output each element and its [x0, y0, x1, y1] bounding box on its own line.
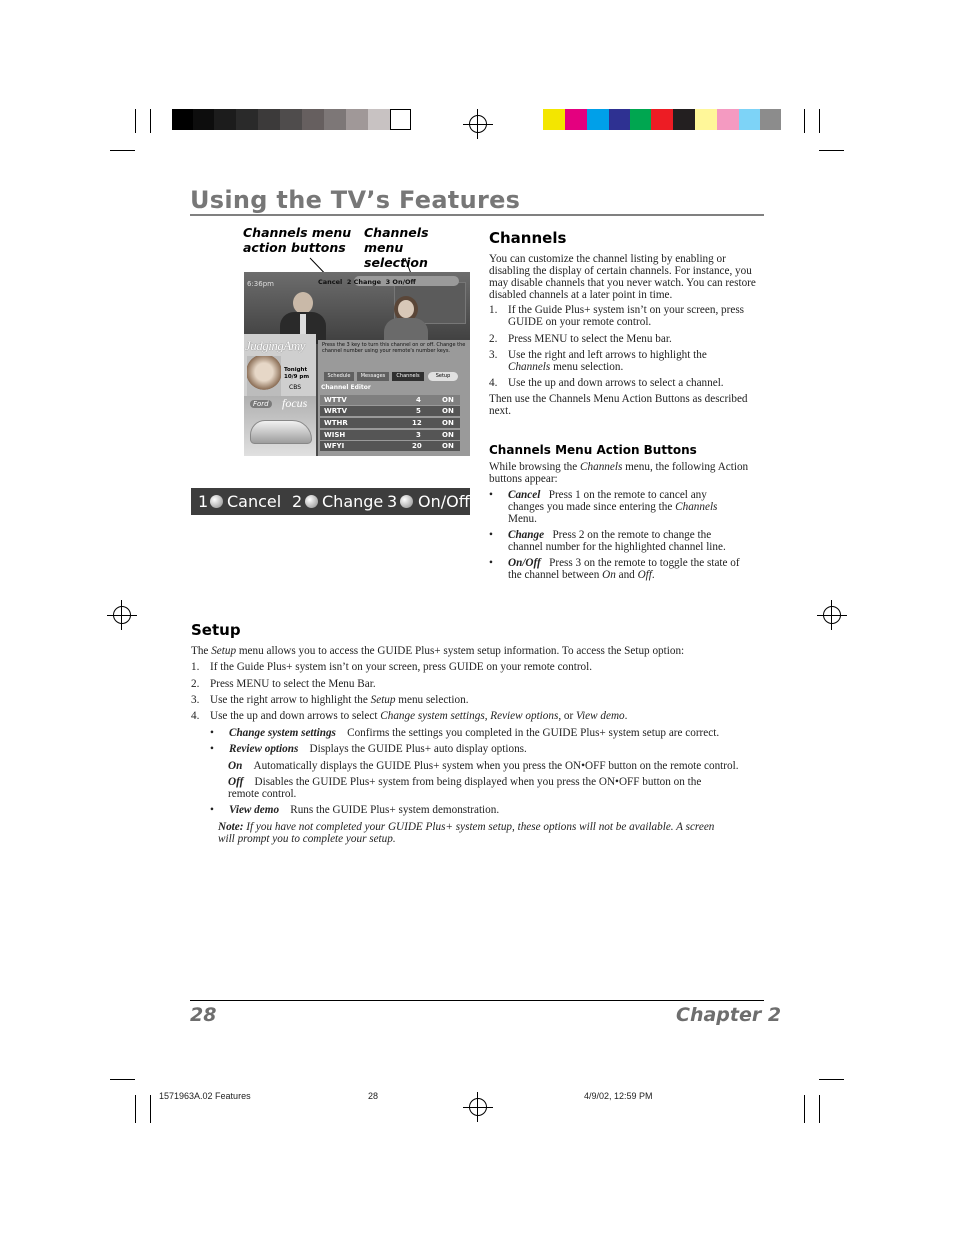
- channels-step-3: 3. Use the right and left arrows to highlight the Channels menu selection.: [489, 349, 707, 373]
- setup-step-4: 4. Use the up and down arrows to select Change system settings, Review options, or View demo.: [191, 710, 628, 722]
- setup-intro: The Setup menu allows you to access the GUIDE Plus+ system setup information. To access the Setup option:: [191, 645, 685, 657]
- on-off-button[interactable]: On/Off: [418, 492, 470, 511]
- tv-screen-screenshot: [244, 272, 470, 456]
- tab-setup[interactable]: Setup: [428, 372, 458, 381]
- button-2-icon: [305, 495, 318, 508]
- show-time: Tonight 10/9 pm: [284, 367, 310, 380]
- page-number: 28: [190, 1004, 217, 1026]
- channel-row[interactable]: WRTV 5 ON: [320, 406, 460, 416]
- change-button[interactable]: Change: [322, 492, 384, 511]
- action-button-bar: 1 Cancel 2 Change 3 On/Off: [191, 488, 470, 515]
- tab-messages[interactable]: Messages: [357, 372, 389, 381]
- show-logo: JudgingAmy: [245, 338, 305, 353]
- callout-action-buttons: Channels menu action buttons: [243, 225, 352, 255]
- page-title: Using the TV’s Features: [190, 186, 521, 214]
- channel-row[interactable]: WTHR 12 ON: [320, 418, 460, 428]
- bullet-cancel: • Cancel Press 1 on the remote to cancel any changes you made since entering the Channels Menu.: [489, 489, 718, 525]
- screen-top-buttons: Cancel 2 Change 3 On/Off: [318, 278, 416, 286]
- channels-intro: You can customize the channel listing by enabling or disabling the display of certain channels. For instance, you may disable channels that you never watch. You can restore disabled channels at a later point in time.: [489, 253, 756, 301]
- setup-bullet-review-options: • Review options Displays the GUIDE Plus+ auto display options.: [210, 743, 527, 755]
- setup-option-on: On Automatically displays the GUIDE Plus+ system when you press the ON•OFF button on the remote control.: [228, 760, 739, 772]
- setup-bullet-view-demo: • View demo Runs the GUIDE Plus+ system demonstration.: [210, 804, 500, 816]
- bullet-on-off: • On/Off Press 3 on the remote to toggle the state of the channel between On and Off.: [489, 557, 740, 581]
- channels-step-2: 2. Press MENU to select the Menu bar.: [489, 333, 672, 345]
- action-buttons-heading: Channels Menu Action Buttons: [489, 443, 697, 457]
- setup-note: Note: If you have not completed your GUIDE Plus+ system setup, these options will not be available. A screen will prompt you to complete your setup.: [218, 821, 715, 845]
- channel-row[interactable]: WFYI 20 ON: [320, 441, 460, 451]
- footer-rule: [190, 1000, 764, 1001]
- guide-help-text: Press the 3 key to turn this channel on or off. Change the channel number using your remote's number keys.: [322, 342, 466, 354]
- channels-after: Then use the Channels Menu Action Buttons as described next.: [489, 393, 748, 417]
- bullet-change: • Change Press 2 on the remote to change the channel number for the highlighted channel line.: [489, 529, 726, 553]
- setup-bullet-change-settings: • Change system settings Confirms the settings you completed in the GUIDE Plus+ system setup are correct.: [210, 727, 720, 739]
- button-1-icon: [210, 495, 223, 508]
- setup-step-2: 2. Press MENU to select the Menu Bar.: [191, 678, 376, 690]
- ad-model: focus: [282, 396, 308, 410]
- callout-menu-selection: Channels menu selection: [364, 225, 429, 270]
- car-image: [250, 420, 312, 444]
- show-promo-photo: [247, 356, 281, 396]
- screen-clock: 6:36pm: [247, 280, 274, 288]
- anchor-woman: [384, 296, 428, 344]
- setup-heading: Setup: [191, 621, 241, 639]
- guide-menu-bar: [320, 372, 468, 381]
- slug-date: 4/9/02, 12:59 PM: [584, 1091, 653, 1101]
- chapter-label: Chapter 2: [676, 1004, 782, 1026]
- slug-page: 28: [368, 1091, 379, 1101]
- tab-channels[interactable]: Channels: [392, 372, 424, 381]
- cancel-button[interactable]: Cancel: [227, 492, 282, 511]
- setup-step-1: 1. If the Guide Plus+ system isn’t on your screen, press GUIDE on your remote control.: [191, 661, 593, 673]
- channels-heading: Channels: [489, 229, 567, 247]
- channel-editor-title: Channel Editor: [321, 384, 371, 391]
- channel-row[interactable]: WISH 3 ON: [320, 430, 460, 440]
- network-logo: CBS: [289, 384, 302, 391]
- channels-step-4: 4. Use the up and down arrows to select a channel.: [489, 377, 724, 389]
- action-buttons-intro: While browsing the Channels menu, the following Action buttons appear:: [489, 461, 749, 485]
- setup-step-3: 3. Use the right arrow to highlight the Setup menu selection.: [191, 694, 469, 706]
- title-rule: [190, 214, 764, 216]
- channel-row[interactable]: WTTV 4 ON: [320, 395, 460, 405]
- tab-schedule[interactable]: Schedule: [324, 372, 354, 381]
- channels-step-1: 1. If the Guide Plus+ system isn’t on your screen, press GUIDE on your remote control.: [489, 304, 745, 328]
- slug-file: 1571963A.02 Features: [159, 1091, 251, 1101]
- ad-brand: Ford: [250, 400, 272, 408]
- button-3-icon: [400, 495, 413, 508]
- setup-option-off: Off Disables the GUIDE Plus+ system from being displayed when you press the ON•OFF button on the remote control.: [228, 776, 702, 800]
